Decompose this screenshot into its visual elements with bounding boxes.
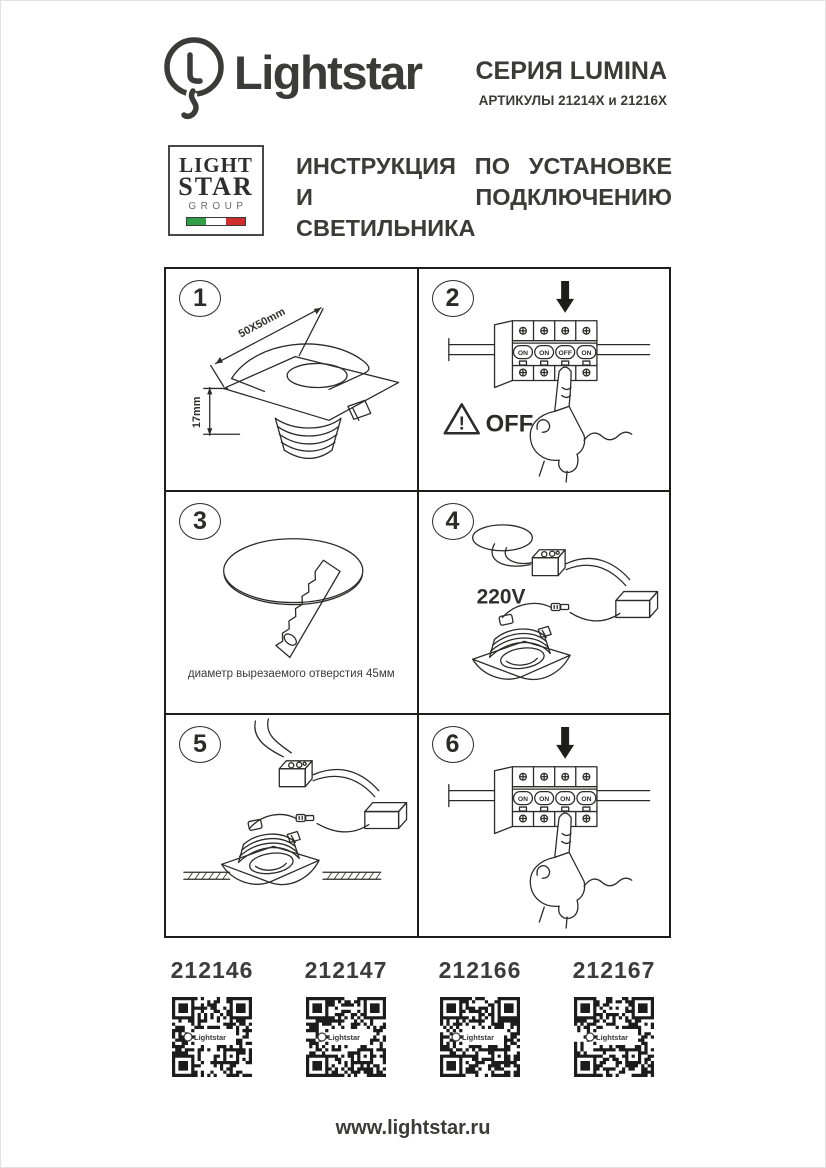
step-6-number: 6 bbox=[432, 726, 474, 763]
ceiling-hole bbox=[472, 525, 532, 551]
wire-connector bbox=[296, 815, 313, 822]
step-1-cell bbox=[165, 268, 418, 491]
step-4-number: 4 bbox=[432, 503, 474, 540]
hole-diameter-caption: диаметр вырезаемого отверстия 45мм bbox=[187, 668, 395, 680]
step-3-cell bbox=[165, 491, 418, 714]
lamp bbox=[222, 819, 319, 884]
qr-code bbox=[306, 997, 386, 1077]
down-arrow-icon bbox=[556, 281, 574, 313]
svg-text:Lightstar: Lightstar bbox=[194, 1033, 227, 1042]
product-code: 212146 bbox=[170, 957, 254, 983]
step-4-cell bbox=[418, 491, 671, 714]
italian-flag-icon bbox=[186, 217, 246, 226]
product bbox=[432, 957, 528, 1077]
ceiling-hatch bbox=[184, 872, 381, 879]
lightstar-bulb-icon bbox=[159, 35, 231, 121]
switch-label: ON bbox=[538, 796, 549, 804]
pointing-hand-icon bbox=[530, 367, 631, 482]
dimension-height-label: 17mm bbox=[190, 396, 203, 429]
brand-wordmark: Lightstar bbox=[234, 46, 422, 99]
steps-grid bbox=[164, 267, 671, 938]
logo-line-group: GROUP bbox=[188, 200, 248, 212]
warning-off-label: OFF bbox=[485, 410, 533, 438]
step-5-number: 5 bbox=[179, 726, 221, 763]
lightstar-group-logo bbox=[168, 145, 264, 236]
saw-blade-icon bbox=[274, 559, 341, 659]
switch-label: ON bbox=[517, 350, 528, 358]
qr-code bbox=[172, 997, 252, 1077]
lamp bbox=[472, 614, 569, 679]
wire-connector bbox=[551, 603, 568, 610]
warning-exclamation: ! bbox=[458, 413, 465, 435]
page-title bbox=[296, 151, 672, 244]
switch-label: ON bbox=[538, 350, 549, 358]
switch-label: OFF bbox=[557, 350, 572, 358]
step-1-number: 1 bbox=[179, 280, 221, 317]
qr-code bbox=[440, 997, 520, 1077]
product bbox=[164, 957, 260, 1077]
step-2-cell bbox=[418, 268, 671, 491]
logo-line-star: STAR bbox=[178, 171, 254, 201]
product-codes-row bbox=[164, 957, 662, 1077]
led-driver-box bbox=[615, 592, 657, 618]
voltage-label: 220V bbox=[476, 585, 525, 609]
down-arrow-icon bbox=[556, 727, 574, 759]
terminal-block bbox=[532, 550, 565, 576]
website-url: www.lightstar.ru bbox=[335, 1117, 491, 1139]
pointing-hand-icon bbox=[530, 813, 631, 928]
series-title: СЕРИЯ LUMINA bbox=[475, 57, 667, 85]
product bbox=[298, 957, 394, 1077]
product-code: 212166 bbox=[438, 957, 522, 983]
step-3-number: 3 bbox=[179, 503, 221, 540]
switch-label: ON bbox=[580, 350, 591, 358]
page-title-line-1: ИНСТРУКЦИЯ ПО УСТАНОВКЕ bbox=[296, 153, 672, 179]
led-driver-box bbox=[365, 803, 407, 829]
svg-text:Lightstar: Lightstar bbox=[596, 1033, 629, 1042]
series-articles: АРТИКУЛЫ 21214X и 21216X bbox=[478, 93, 667, 108]
step-5-cell bbox=[165, 714, 418, 937]
series-block bbox=[476, 57, 668, 108]
svg-text:Lightstar: Lightstar bbox=[462, 1033, 495, 1042]
product bbox=[566, 957, 662, 1077]
switch-label: ON bbox=[559, 796, 570, 804]
product-code: 212147 bbox=[304, 957, 388, 983]
page-title-line-2: И ПОДКЛЮЧЕНИЮ СВЕТИЛЬНИКА bbox=[296, 184, 672, 241]
switch-label: ON bbox=[580, 796, 591, 804]
logo-line-light: LIGHT bbox=[179, 152, 253, 177]
svg-text:Lightstar: Lightstar bbox=[328, 1033, 361, 1042]
dimension-width-label: 50X50mm bbox=[236, 305, 288, 341]
step-6-cell bbox=[418, 714, 671, 937]
product-code: 212167 bbox=[572, 957, 656, 983]
qr-code bbox=[574, 997, 654, 1077]
terminal-block bbox=[279, 761, 312, 787]
step-2-number: 2 bbox=[432, 280, 474, 317]
switch-label: ON bbox=[517, 796, 528, 804]
